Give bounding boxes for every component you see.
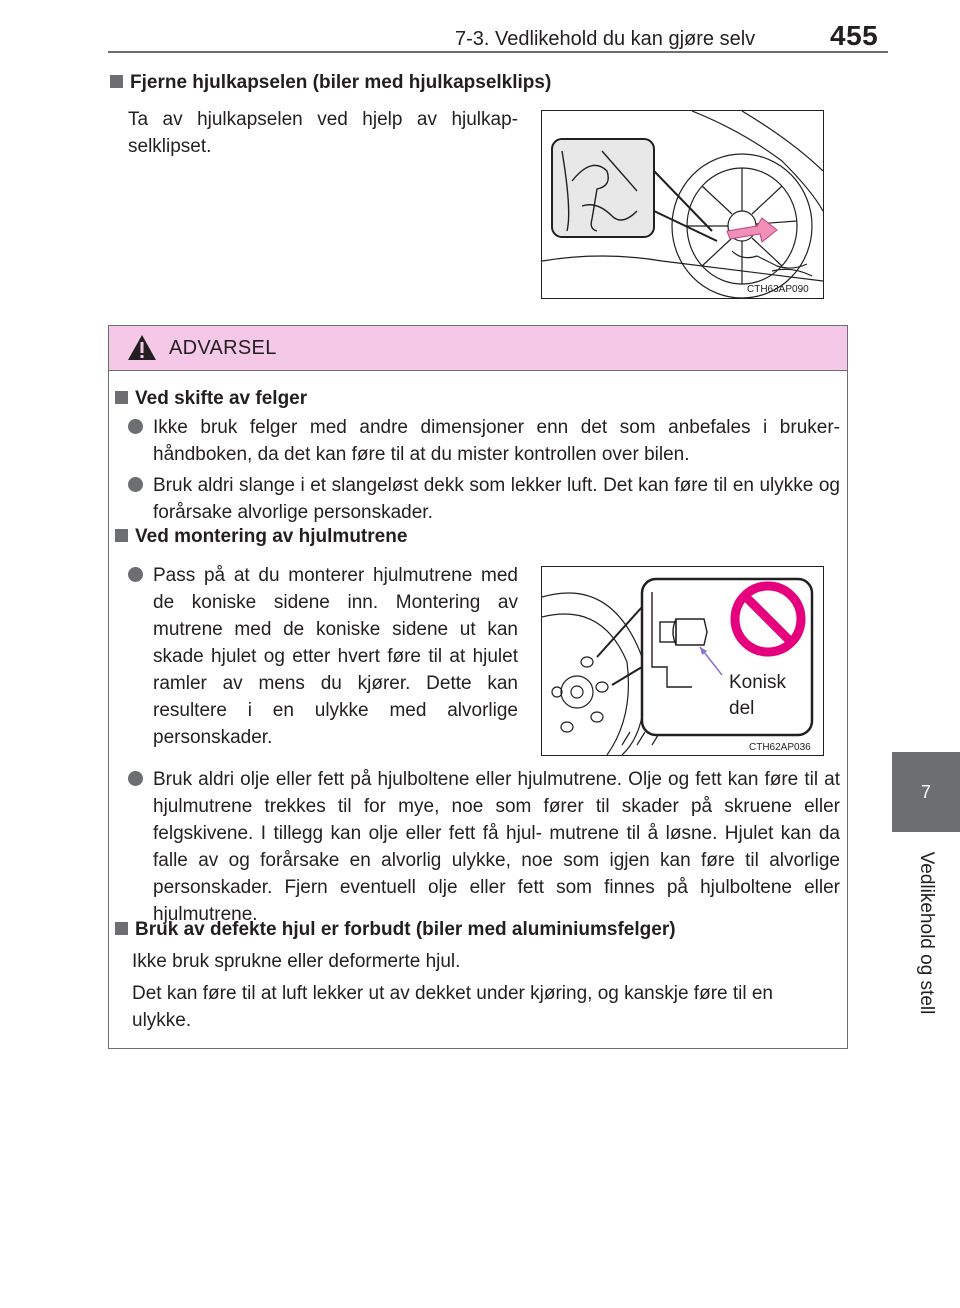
warning-title: ADVARSEL [169, 337, 277, 359]
square-bullet-icon [115, 922, 128, 935]
warning-header [109, 326, 847, 371]
header-rule [108, 51, 888, 53]
figure-label-del: del [729, 698, 755, 719]
wheel-nut-illustration [541, 566, 824, 756]
figure-code-1: CTH63AP090 [747, 284, 809, 295]
bullet-dot-icon [128, 419, 143, 434]
bullet-tube-tubeless: Bruk aldri slange i et slangeløst dekk som lekker luft. Det kan føre til en ulykke og forårsake alvorlige personskader. [128, 472, 840, 526]
bullet-dot-icon [128, 477, 143, 492]
figure-code-2: CTH62AP036 [749, 742, 811, 753]
defective-wheels-text-1: Ikke bruk sprukne eller deformerte hjul. [132, 951, 461, 972]
square-bullet-icon [110, 75, 123, 88]
figure-label-konisk: Konisk [729, 672, 787, 693]
chapter-tab: 7 [892, 752, 960, 832]
bullet-rim-dimensions: Ikke bruk felger med andre dimensjoner enn det som anbefales i bruker- håndboken, da det kan føre til at du mister kontrollen over bilen. [128, 414, 840, 468]
header-section-title: 7-3. Vedlikehold du kan gjøre selv [455, 28, 756, 50]
warning-heading-rims: Ved skifte av felger [115, 388, 307, 410]
section-heading-hubcap: Fjerne hjulkapselen (biler med hjulkapselklips) [110, 72, 551, 94]
bullet-tapered-side: Pass på at du monterer hjulmutrene med de koniske sidene inn. Montering av mutrene med de koniske sidene ut kan skade hjulet og etter hvert føre til at hjulet ramler av mens du kjører. Dette kan resultere i en ulykke med alvorlige personskader. [128, 562, 518, 751]
hubcap-removal-illustration [541, 110, 824, 299]
warning-triangle-icon [127, 334, 157, 361]
chapter-side-label: Vedlikehold og stell [916, 851, 937, 1015]
page-number: 455 [830, 20, 879, 51]
square-bullet-icon [115, 529, 128, 542]
bullet-dot-icon [128, 771, 143, 786]
section-text-hubcap: Ta av hjulkapselen ved hjelp av hjulkap- selklipset. [128, 109, 518, 157]
defective-wheels-text-2: Det kan føre til at luft lekker ut av dekket under kjøring, og kanskje føre til en ulykke. [132, 983, 773, 1031]
bullet-no-oil: Bruk aldri olje eller fett på hjulboltene eller hjulmutrene. Olje og fett kan føre til at hjulmutrene trekkes til for mye, noe som fører til skader på skruene eller felgskivene. I tillegg kan olje eller fett få hjul- mutrene til å løsne. Hjulet kan da falle av og forårsake en alvorlig ulykke, noe som igjen kan føre til alvorlige personskader. Fjern eventuell olje eller fett som finnes på hjulboltene eller hjulmutrene. [128, 766, 840, 928]
warning-heading-defective-wheels: Bruk av defekte hjul er forbudt (biler med aluminiumsfelger) [115, 919, 676, 941]
hubcap-clip-drawing [542, 111, 823, 298]
tapered-nut-drawing [542, 567, 823, 755]
square-bullet-icon [115, 391, 128, 404]
bullet-dot-icon [128, 567, 143, 582]
warning-heading-wheel-nuts: Ved montering av hjulmutrene [115, 526, 407, 548]
